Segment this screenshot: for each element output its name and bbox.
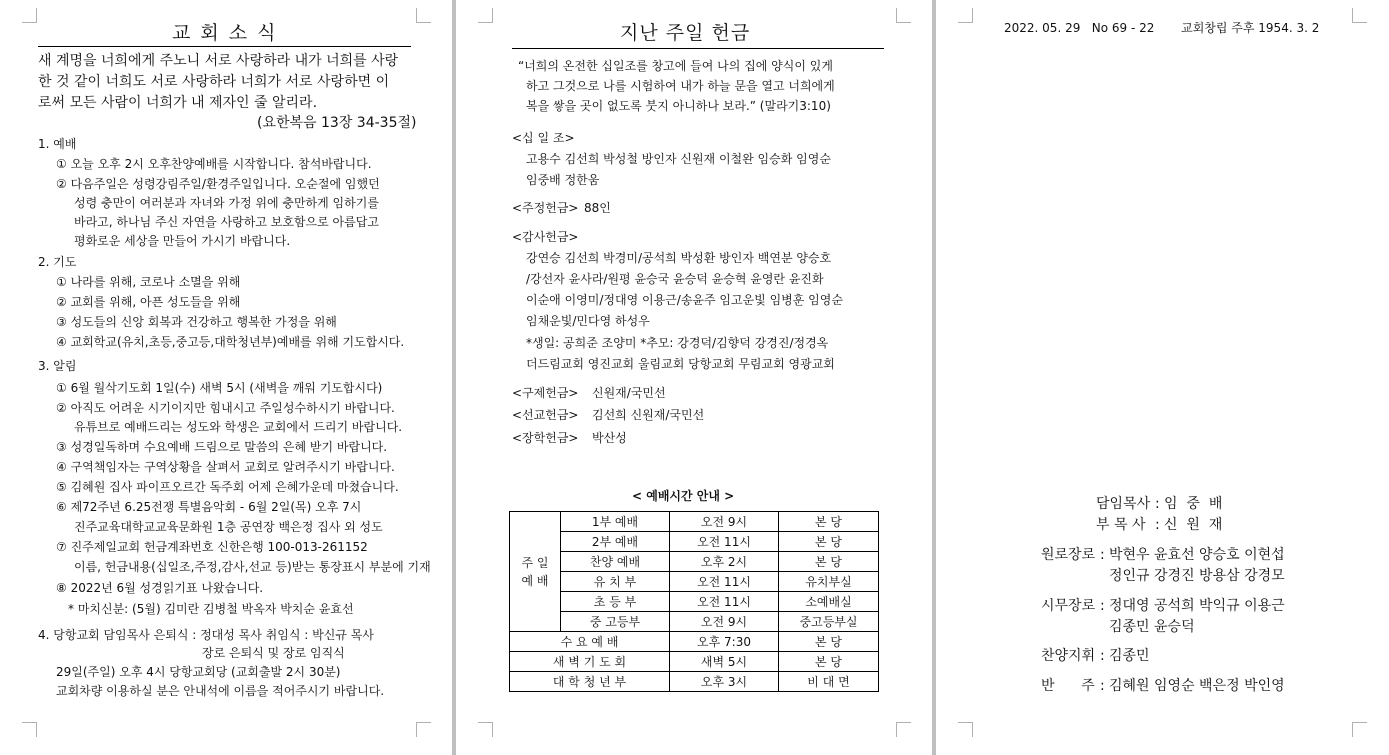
service-time: 오전 9시 xyxy=(670,612,779,632)
announcement-line: 유튜브로 예배드리는 성도와 학생은 교회에서 드리기 바랍니다. xyxy=(74,420,403,434)
page-church-news xyxy=(0,0,452,755)
announcement-line: ⑧ 2022년 6월 성경읽기표 나왔습니다. xyxy=(56,581,264,595)
verse-reference: (요한복음 13장 34-35절) xyxy=(257,115,417,131)
tithe-label: <십 일 조> xyxy=(512,131,575,145)
staff-names: 김혜원 임영순 백은정 박인영 xyxy=(1109,678,1285,694)
verse-line: 한 것 같이 너희도 서로 사랑하라 너희가 서로 사랑하면 이 xyxy=(38,74,390,90)
staff-colon: : xyxy=(1100,678,1105,694)
staff-names: 김종민 윤승덕 xyxy=(1109,619,1195,635)
service-time: 오전 11시 xyxy=(670,572,779,592)
announcement-line: ① 6월 월삭기도회 1일(수) 새벽 5시 (새벽을 깨워 기도합시다) xyxy=(56,381,383,395)
thanks-names: 더드림교회 영진교회 울림교회 당항교회 무림교회 영광교회 xyxy=(526,357,835,371)
service-place: 본 당 xyxy=(779,632,879,652)
offerings-title: 지난 주일 헌금 xyxy=(620,22,751,44)
page-staff xyxy=(936,0,1389,755)
service-name: 중 고등부 xyxy=(561,612,670,632)
service-place: 유치부실 xyxy=(779,572,879,592)
service-time: 새벽 5시 xyxy=(670,652,779,672)
notice-line: 성령 충만이 여러분과 자녀와 가정 위에 충만하게 임하기를 xyxy=(74,196,379,210)
section-heading: 1. 예배 xyxy=(38,137,77,151)
table-row xyxy=(510,572,879,592)
announcement-line: ② 아직도 어려운 시기이지만 힘내시고 주일성수하시기 바랍니다. xyxy=(56,401,395,415)
service-name: 새 벽 기 도 회 xyxy=(510,652,670,672)
thanks-names: 임채운빛/민다영 하성우 xyxy=(526,314,650,328)
prayer-line: ② 교회를 위해, 아픈 성도들을 위해 xyxy=(56,295,241,309)
mission-value: 김선희 신원재/국민선 xyxy=(592,408,705,422)
service-name: 초 등 부 xyxy=(561,592,670,612)
announcement-line: ⑤ 김혜원 집사 파이프오르간 독주회 어제 은혜가운데 마쳤습니다. xyxy=(56,480,399,494)
table-row xyxy=(510,672,879,692)
prayer-line: ③ 성도들의 신앙 회복과 건강하고 행복한 가정을 위해 xyxy=(56,315,337,329)
service-place: 본 당 xyxy=(779,552,879,572)
service-place: 비 대 면 xyxy=(779,672,879,692)
event-line: 장로 은퇴식 및 장로 임직식 xyxy=(202,646,345,660)
staff-role: 시무장로 xyxy=(1041,598,1096,614)
staff-names: 임 중 배 xyxy=(1164,496,1223,512)
thanks-names: /강선자 윤사라/원평 윤승국 윤승덕 윤승혁 윤영란 윤진화 xyxy=(526,272,824,286)
service-time: 오후 2시 xyxy=(670,552,779,572)
event-line: 4. 당항교회 담임목사 은퇴식 : 정대성 목사 취임식 : 박신규 목사 xyxy=(38,628,374,642)
staff-colon: : xyxy=(1155,517,1160,533)
title-rule xyxy=(38,46,411,47)
service-name: 찬양 예배 xyxy=(561,552,670,572)
tithe-names: 임중배 정한움 xyxy=(526,173,600,187)
crop-mark xyxy=(896,8,911,23)
announcement-line: ⑥ 제72주년 6.25전쟁 특별음악회 - 6월 2일(목) 오후 7시 xyxy=(56,500,362,514)
staff-names: 정인규 강경진 방용삼 강경모 xyxy=(1109,568,1285,584)
news-title: 교 회 소 식 xyxy=(172,22,278,44)
service-name: 1부 예배 xyxy=(561,512,670,532)
staff-names: 김종민 xyxy=(1109,648,1150,664)
relief-label: <구제헌금> xyxy=(512,386,579,400)
staff-colon: : xyxy=(1100,547,1105,563)
service-time: 오후 7:30 xyxy=(670,632,779,652)
thanks-names: 강연승 김선희 박경미/공석희 박성환 방인자 백연분 양승호 xyxy=(526,251,832,265)
crop-mark xyxy=(416,722,431,737)
service-name: 대 학 청 년 부 xyxy=(510,672,670,692)
staff-role: 찬양지휘 xyxy=(1041,648,1096,664)
notice-line: 평화로운 세상을 만들어 가시기 바랍니다. xyxy=(74,234,291,248)
page-offerings xyxy=(456,0,932,755)
scholarship-label: <장학헌금> xyxy=(512,431,579,445)
section-heading: 2. 기도 xyxy=(38,255,77,269)
table-row xyxy=(510,632,879,652)
service-time: 오후 3시 xyxy=(670,672,779,692)
announcement-line: 이름, 헌금내용(십일조,주정,감사,선교 등)받는 통장표시 부분에 기재 xyxy=(74,560,431,574)
quote-line: 하고 그것으로 나를 시험하여 내가 하늘 문을 열고 너희에게 xyxy=(526,79,835,93)
table-row xyxy=(510,652,879,672)
title-rule xyxy=(512,48,884,49)
crop-mark xyxy=(478,722,493,737)
crop-mark xyxy=(1352,722,1367,737)
table-row xyxy=(510,592,879,612)
worship-schedule-table xyxy=(509,511,879,692)
thanks-names: 이순애 이영미/정대영 이용근/송윤주 임고운빛 임병훈 임영순 xyxy=(526,293,843,307)
staff-names: 신 원 재 xyxy=(1164,517,1223,533)
announcement-line: ④ 구역책임자는 구역상황을 살펴서 교회로 알려주시기 바랍니다. xyxy=(56,460,395,474)
crop-mark xyxy=(22,8,37,23)
service-place: 본 당 xyxy=(779,532,879,552)
schedule-heading: < 예배시간 안내 > xyxy=(632,489,735,503)
crop-mark xyxy=(416,8,431,23)
quote-line: 복을 쌓을 곳이 없도록 붓지 아니하나 보라.” (말라기3:10) xyxy=(526,99,831,113)
prayer-line: ① 나라를 위해, 코로나 소멸을 위해 xyxy=(56,275,241,289)
verse-line: 새 계명을 너희에게 주노니 서로 사랑하라 내가 너희를 사랑 xyxy=(38,53,399,69)
announcement-line: * 마치신분: (5월) 김미란 김병철 박옥자 박치순 윤효선 xyxy=(68,602,354,616)
quote-line: “너희의 온전한 십일조를 창고에 들여 나의 집에 양식이 있게 xyxy=(518,59,833,73)
crop-mark xyxy=(478,8,493,23)
relief-value: 신원재/국민선 xyxy=(592,386,666,400)
service-name: 유 치 부 xyxy=(561,572,670,592)
event-line: 29일(주일) 오후 4시 당항교회당 (교회출발 2시 30분) xyxy=(56,665,341,679)
issue-header: 2022. 05. 29 No 69 - 22 교회창립 주후 1954. 3. 2 xyxy=(1004,21,1320,35)
notice-line: 바라고, 하나님 주신 자연을 사랑하고 보호함으로 아름답고 xyxy=(74,215,379,229)
staff-colon: : xyxy=(1100,598,1105,614)
sunday-worship-group: 주 일 예 배 xyxy=(510,512,561,632)
event-line: 교회차량 이용하실 분은 안내석에 이름을 적어주시기 바랍니다. xyxy=(56,684,385,698)
service-name: 2부 예배 xyxy=(561,532,670,552)
staff-role: 담임목사 xyxy=(1096,496,1151,512)
service-time: 오전 11시 xyxy=(670,532,779,552)
verse-line: 로써 모든 사람이 너희가 내 제자인 줄 알리라. xyxy=(38,95,318,111)
crop-mark xyxy=(896,722,911,737)
mission-label: <선교헌금> xyxy=(512,408,579,422)
service-place: 소예배실 xyxy=(779,592,879,612)
prayer-line: ④ 교회학교(유치,초등,중고등,대학청년부)예배를 위해 기도합시다. xyxy=(56,335,405,349)
announcement-line: ③ 성경일독하며 수요예배 드림으로 말씀의 은혜 받기 바랍니다. xyxy=(56,440,388,454)
table-row xyxy=(510,512,879,532)
staff-names: 박현우 윤효선 양승호 이현섭 xyxy=(1109,547,1285,563)
table-row xyxy=(510,552,879,572)
service-time: 오전 9시 xyxy=(670,512,779,532)
table-row xyxy=(510,532,879,552)
announcement-line: 진주교육대학교교육문화원 1층 공연장 백은정 집사 외 성도 xyxy=(74,520,383,534)
tithe-names: 고용수 김선희 박성철 방인자 신원재 이철완 임승화 임영순 xyxy=(526,152,831,166)
thanks-names: *생일: 공희준 조양미 *추모: 강경덕/김향덕 강경진/정경옥 xyxy=(526,336,829,350)
scholarship-value: 박산성 xyxy=(592,431,627,445)
staff-role: 반 주 xyxy=(1041,678,1095,694)
notice-line: ② 다음주일은 성령강림주일/환경주일입니다. 오순절에 임했던 xyxy=(56,177,380,191)
crop-mark xyxy=(958,722,973,737)
weekly-offering-value: 88인 xyxy=(584,201,611,215)
service-place: 본 당 xyxy=(779,512,879,532)
staff-names: 정대영 공석희 박익규 이용근 xyxy=(1109,598,1285,614)
crop-mark xyxy=(1352,8,1367,23)
service-place: 중고등부실 xyxy=(779,612,879,632)
service-name: 수 요 예 배 xyxy=(510,632,670,652)
service-time: 오전 11시 xyxy=(670,592,779,612)
weekly-offering-label: <주정헌금> xyxy=(512,201,579,215)
staff-role: 부 목 사 xyxy=(1096,517,1146,533)
table-row xyxy=(510,612,879,632)
staff-colon: : xyxy=(1155,496,1160,512)
announcement-line: ⑦ 진주제일교회 헌금계좌번호 신한은행 100-013-261152 xyxy=(56,540,368,554)
staff-role: 원로장로 xyxy=(1041,547,1096,563)
crop-mark xyxy=(22,722,37,737)
section-heading: 3. 알림 xyxy=(38,359,77,373)
notice-line: ① 오늘 오후 2시 오후찬양예배를 시작합니다. 참석바랍니다. xyxy=(56,157,372,171)
service-place: 본 당 xyxy=(779,652,879,672)
thanks-label: <감사헌금> xyxy=(512,230,579,244)
crop-mark xyxy=(958,8,973,23)
staff-colon: : xyxy=(1100,648,1105,664)
